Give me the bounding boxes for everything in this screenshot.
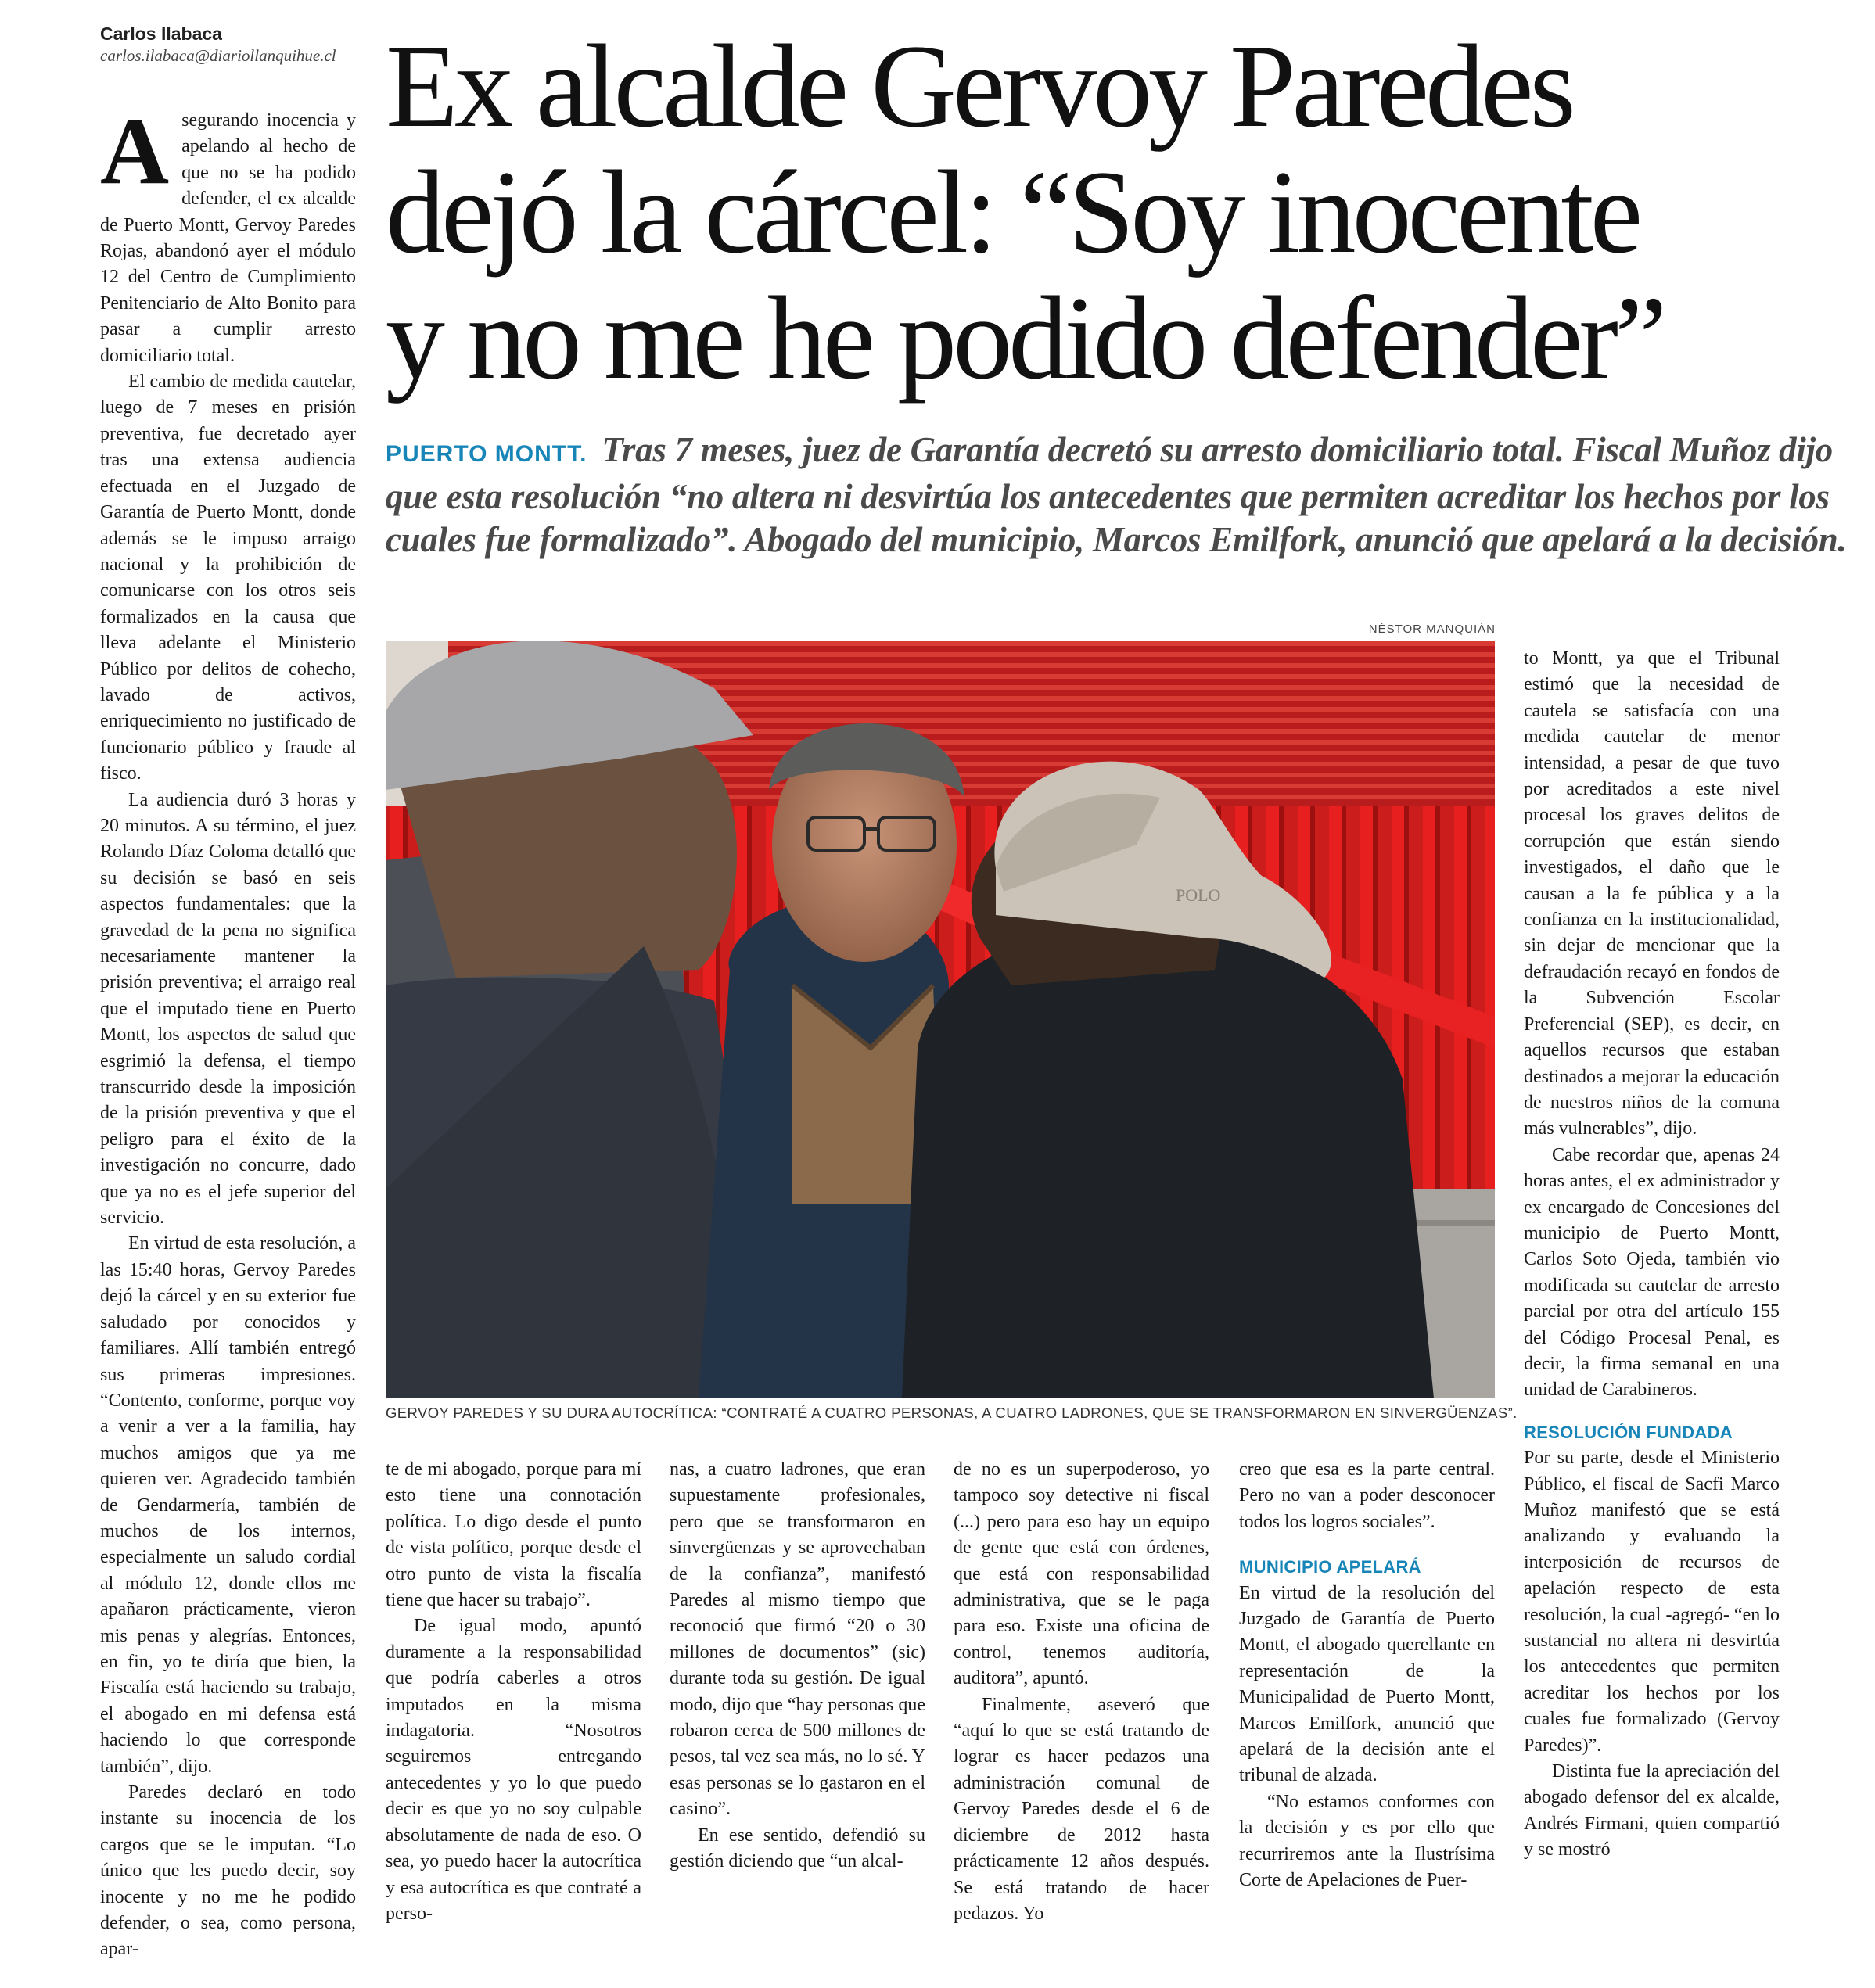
deck-text: Tras 7 meses, juez de Garantía decretó su arresto domiciliario total. Fiscal Muñoz dijo que esta resolución “no altera ni desvirtúa los antecedentes que permiten acreditar los hechos por los cuales fue formalizado”. Abogado del municipio, Marcos Emilfork, anunció que apelará a la decisión. [386, 430, 1847, 559]
deck [386, 429, 1848, 562]
column-4 [954, 1457, 1209, 1927]
photo-credit: NÉSTOR MANQUIÁN [1368, 623, 1496, 636]
subhead-municipio: MUNICIPIO APELARÁ [1239, 1557, 1421, 1577]
author-email[interactable]: carlos.ilabaca@diariollanquihue.cl [100, 46, 336, 65]
column-5 [1239, 1457, 1495, 1894]
column-3 [670, 1457, 925, 1875]
col1-paragraph-4: En virtud de esta resolución, a las 15:40 horas, Gervoy Paredes dejó la cárcel y en su exterior fue saludado por conocidos y familiares. Allí también entregó sus primeras impresiones. “Contento, conforme, porque voy a venir a ver a la familia, hay muchos amigos que ya me quieren ver. Agradecido también de Gendarmería, también de muchos de los internos, especialmente un saludo cordial al módulo 12, donde ellos me apañaron prácticamente, vieron mis penas y alegrías. Entonces, en fin, yo te diría que bien, la Fiscalía está haciendo su trabajo, el abogado en mi defensa está haciendo lo que corresponde también”, dijo. [100, 1233, 356, 1777]
byline [100, 23, 358, 66]
headline [386, 20, 1856, 404]
col1-paragraph-2: El cambio de medida cautelar, luego de 7 meses en prisión preventiva, fue decretado ayer tras una extensa audiencia efectuada en el Juzgado de Garantía de Puerto Montt, donde además se le impuso arraigo nacional y la prohibición de comunicarse con los otros seis formalizados en la causa que lleva adelante el Ministerio Público por delitos de cohecho, lavado de activos, enriquecimiento no justificado de funcionario público y fraude al fisco. [100, 371, 356, 784]
col1-paragraph-5: Paredes declaró en todo instante su inocencia de los cargos que se le imputan. “Lo único que les puedo decir, soy inocente y no me he podido defender, o sea, como persona, apar- [100, 1782, 356, 1960]
column-6 [1524, 646, 1780, 1864]
col5-paragraph-3: “No estamos conformes con la decisión y es por ello que recurriremos ante la Ilustrísima Corte de Apelaciones de Puer- [1239, 1791, 1495, 1891]
col6-paragraph-2: Cabe recordar que, apenas 24 horas antes, el ex administrador y ex encargado de Concesiones del municipio de Puerto Montt, Carlos Soto Ojeda, también vio modificada su cautelar de arresto parcial por otra del artículo 155 del Código Procesal Penal, es decir, la firma semanal en una unidad de Carabineros. [1524, 1144, 1780, 1401]
headline-line-3: y no me he podido defender” [386, 272, 1664, 404]
col3-paragraph-1: nas, a cuatro ladrones, que eran supuestamente profesionales, pero que se transformaron en sinvergüenzas y se aprovechaban de la confianza”, manifestó Paredes al mismo tiempo que reconoció que firmó “20 o 30 millones de documentos” (sic) durante toda su gestión. De igual modo, dijo que “hay personas que robaron cerca de 500 millones de pesos, tal vez sea más, no lo sé. Y esas personas se lo gastaron en el casino”. [670, 1459, 925, 1820]
deck-location: PUERTO MONTT. [386, 441, 587, 467]
subhead-resolucion: RESOLUCIÓN FUNDADA [1524, 1422, 1733, 1442]
col6-paragraph-4: Distinta fue la apreciación del abogado defensor del ex alcalde, Andrés Firmani, quien compartió y se mostró [1524, 1761, 1780, 1861]
author-name: Carlos Ilabaca [100, 23, 222, 44]
headline-line-1: Ex alcalde Gervoy Paredes [386, 20, 1572, 152]
article-photo [386, 641, 1495, 1398]
col3-paragraph-2: En ese sentido, defendió su gestión diciendo que “un alcal- [670, 1825, 925, 1872]
column-2 [386, 1457, 641, 1927]
col5-paragraph-1: creo que esa es la parte central. Pero no van a poder desconocer todos los logros sociales”. [1239, 1459, 1495, 1532]
col1-paragraph-3: La audiencia duró 3 horas y 20 minutos. A su término, el juez Rolando Díaz Coloma detalló que su decisión se basó en seis aspectos fundamentales: que la gravedad de la pena no significa necesariamente mantener la prisión preventiva; el arraigo real que el imputado tiene en Puerto Montt, los aspectos de salud que esgrimió la defensa, el tiempo transcurrido desde la imposición de la prisión preventiva y que el peligro para el éxito de la investigación no concurre, dado que ya no es el jefe superior del servicio. [100, 789, 356, 1229]
col6-paragraph-3: Por su parte, desde el Ministerio Público, el fiscal de Sacfi Marco Muñoz manifestó que se está analizando y evaluando la interposición de recursos de apelación respecto de esta resolución, la cual -agregó- “en lo sustancial no altera ni desvirtúa los antecedentes que permiten acreditar los hechos por los cuales fue formalizado (Gervoy Paredes)”. [1524, 1448, 1780, 1756]
col6-paragraph-1: to Montt, ya que el Tribunal estimó que la necesidad de cautela se satisfacía con una medida cautelar de menor intensidad, a pesar de que tuvo por acreditados a este nivel procesal los graves delitos de corrupción que están siendo investigados, el daño que le causan a la fe pública y a la confianza en la institucionalidad, sin dejar de mencionar que la defraudación recayó en fondos de la Subvención Escolar Preferencial (SEP), es decir, en aquellos recursos que estaban destinados a mejorar la educación de nuestros niños de la comuna más vulnerables”, dijo. [1524, 648, 1780, 1139]
dropcap: A [100, 99, 170, 204]
cap-logo: POLO [1176, 885, 1221, 905]
col1-paragraph-1: segurando inocencia y apelando al hecho de que no se ha podido defender, el ex alcalde de Puerto Montt, Gervoy Paredes Rojas, abandonó ayer el módulo 12 del Centro de Cumplimiento Penitenciario de Alto Bonito para pasar a cumplir arresto domiciliario total. [100, 110, 356, 366]
col2-paragraph-2: De igual modo, apuntó duramente a la responsabilidad que podría caberles a otros imputados en la misma indagatoria. “Nosotros seguiremos entregando antecedentes y yo lo que puedo decir es que yo no soy culpable absolutamente de nada de eso. O sea, yo puedo hacer la autocrítica y esa autocrítica es que contraté a perso- [386, 1616, 641, 1924]
col2-paragraph-1: te de mi abogado, porque para mí esto tiene una connotación política. Lo digo desde el punto de vista político, porque desde el otro punto de vista la fiscalía tiene que hacer su trabajo”. [386, 1459, 641, 1611]
photo-caption: GERVOY PAREDES Y SU DURA AUTOCRÍTICA: “CONTRATÉ A CUATRO PERSONAS, A CUATRO LADRONES, QUE SE TRANSFORMARON EN SINVERGÜENZAS”. [386, 1405, 1518, 1421]
headline-line-2: dejó la cárcel: “Soy inocente [386, 146, 1640, 278]
col4-paragraph-1: de no es un superpoderoso, yo tampoco soy detective ni fiscal (...) pero para eso hay un equipo de gente que está con órdenes, que está con responsabilidad administrativa, que se le paga para eso. Existe una oficina de control, tenemos auditoría, auditora”, apuntó. [954, 1459, 1209, 1689]
col4-paragraph-2: Finalmente, aseveró que “aquí lo que se está tratando de lograr es hacer pedazos una administración comunal de Gervoy Paredes desde el 6 de diciembre de 2012 hasta prácticamente 12 años después. Se está tratando de hacer pedazos. Yo [954, 1694, 1209, 1924]
col5-paragraph-2: En virtud de la resolución del Juzgado de Garantía de Puerto Montt, el abogado querellante en representación de la Municipalidad de Puerto Montt, Marcos Emilfork, anunció que apelará de la decisión ante el tribunal de alzada. [1239, 1582, 1495, 1786]
column-1 [100, 99, 356, 1963]
